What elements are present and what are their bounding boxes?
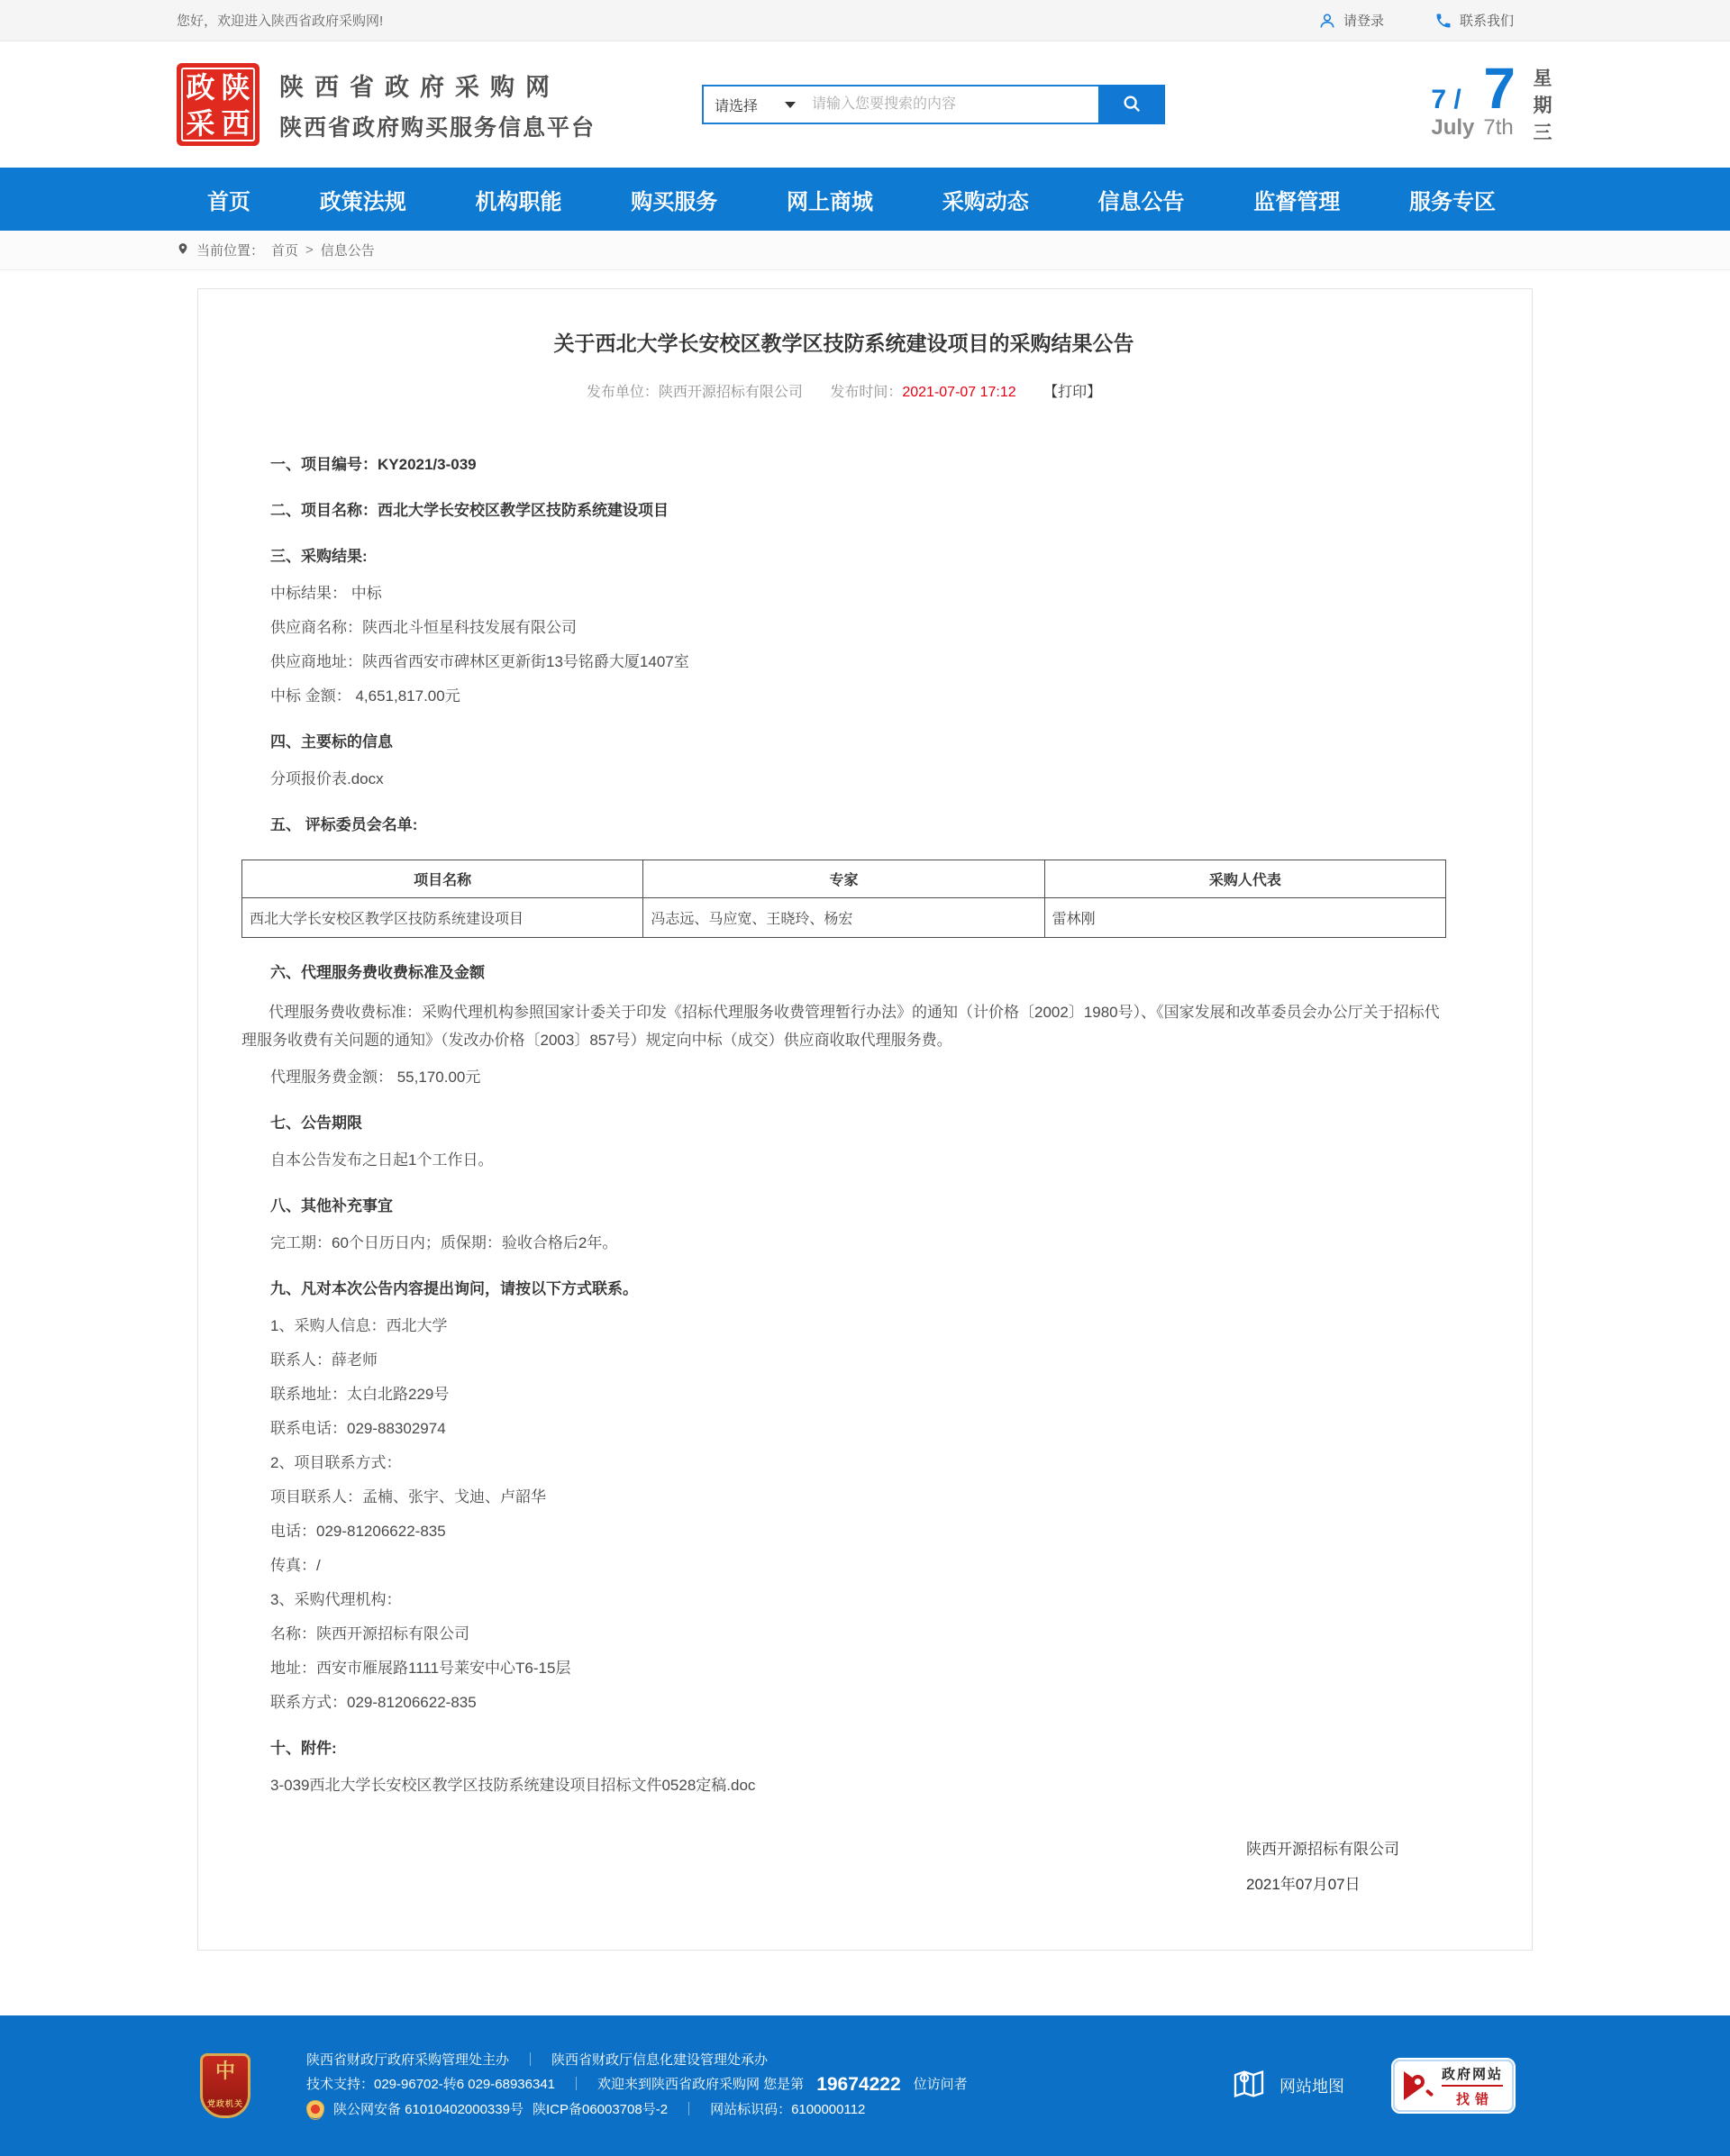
publish-time: 2021-07-07 17:12 (902, 385, 1016, 400)
attachment-link[interactable]: 3-039西北大学长安校区教学区技防系统建设项目招标文件0528定稿.doc (270, 1777, 756, 1794)
paragraph: 中标结果： 中标 (270, 585, 382, 602)
breadcrumb-label: 当前位置： (196, 243, 265, 259)
date-display (1431, 56, 1553, 147)
user-icon (1318, 12, 1336, 30)
logo-seal-icon (177, 63, 260, 146)
section-heading: 八、其他补充事宜 (270, 1197, 393, 1214)
login-label: 请登录 (1343, 14, 1384, 29)
paragraph: 联系人：薛老师 (270, 1351, 378, 1369)
nav-item-policies[interactable]: 政策法规 (319, 189, 406, 214)
section-heading: 十、附件: (270, 1740, 337, 1757)
footer-visitors-suffix: 位访问者 (913, 2077, 968, 2092)
seal-char: 政 (186, 71, 215, 104)
paragraph: 供应商名称：陕西北斗恒星科技发展有限公司 (270, 619, 577, 636)
signature-block (241, 1838, 1446, 1896)
table-header-cell: 采购人代表 (1044, 860, 1445, 898)
gov-site-error-report-badge[interactable] (1393, 2060, 1514, 2112)
contact-link[interactable] (1434, 11, 1514, 30)
search-category-select[interactable] (704, 95, 805, 115)
contact-label: 联系我们 (1459, 14, 1514, 29)
nav-item-home[interactable]: 首页 (207, 189, 250, 214)
header (0, 41, 1730, 168)
paragraph: 项目联系人：孟楠、张宇、戈迪、卢韶华 (270, 1488, 546, 1506)
topbar (0, 0, 1730, 41)
date-prefix: 7 / (1431, 85, 1461, 114)
article-body (241, 453, 1446, 1797)
section-heading: 七、公告期限 (270, 1114, 362, 1132)
paragraph: 完工期：60个日历日内；质保期：验收合格后2年。 (270, 1234, 618, 1251)
paragraph: 名称：陕西开源招标有限公司 (270, 1625, 469, 1642)
login-link[interactable] (1318, 11, 1384, 30)
footer-co-organizer: 陕西省财政厅信息化建设管理处承办 (551, 2052, 769, 2068)
article-title: 关于西北大学长安校区教学区技防系统建设项目的采购结果公告 (553, 332, 1134, 355)
nav-item-service-zone[interactable]: 服务专区 (1409, 189, 1496, 214)
table-cell: 雷林刚 (1044, 898, 1445, 938)
map-icon (1231, 2066, 1267, 2106)
chevron-down-icon (785, 102, 796, 108)
search-icon (1122, 94, 1142, 116)
paragraph: 传真：/ (270, 1557, 321, 1574)
date-day-en: 7th (1483, 115, 1514, 140)
signature-company: 陕西开源招标有限公司 (1246, 1841, 1399, 1858)
footer-tech-support: 技术支持：029-96702-转6 029-68936341 (306, 2077, 555, 2092)
table-row (242, 898, 1446, 938)
footer-welcome: 欢迎来到陕西省政府采购网 您是第 (597, 2077, 805, 2092)
search-button[interactable] (1098, 85, 1165, 124)
article-card (197, 288, 1533, 1951)
date-weekday: 星期三 (1533, 68, 1552, 143)
section-heading: 九、凡对本次公告内容提出询问，请按以下方式联系。 (270, 1280, 638, 1297)
date-day: 7 (1483, 56, 1516, 121)
main-nav (0, 168, 1730, 231)
main-content (0, 270, 1730, 2015)
table-header-cell: 项目名称 (242, 860, 643, 898)
footer-icp-record[interactable]: 陕ICP备06003708号-2 (532, 2102, 669, 2117)
table-cell: 冯志远、马应宽、王晓玲、杨宏 (643, 898, 1044, 938)
badge-line2: 找错 (1455, 2091, 1494, 2107)
search-input[interactable] (805, 86, 1098, 123)
footer-separator: ｜ (682, 2102, 697, 2117)
footer (0, 2015, 1730, 2156)
nav-item-functions[interactable]: 机构职能 (475, 189, 562, 214)
article-meta (241, 380, 1446, 401)
footer-police-record[interactable]: 陕公网安备 61010402000339号 (333, 2102, 524, 2117)
breadcrumb-separator: > (305, 242, 314, 258)
section-heading: 一、项目编号：KY2021/3-039 (270, 456, 477, 473)
paragraph: 联系方式：029-81206622-835 (270, 1694, 477, 1711)
paragraph: 联系电话：029-88302974 (270, 1420, 446, 1437)
table-header-cell: 专家 (643, 860, 1044, 898)
committee-table (241, 860, 1446, 938)
paragraph: 电话：029-81206622-835 (270, 1523, 446, 1540)
police-badge-icon (306, 2100, 324, 2120)
attachment-link[interactable]: 分项报价表.docx (270, 770, 384, 787)
location-pin-icon (177, 241, 189, 260)
welcome-text: 您好，欢迎进入陕西省政府采购网! (177, 14, 384, 29)
site-logo[interactable] (177, 63, 596, 146)
paragraph: 代理服务费收费标准：采购代理机构参照国家计委关于印发《招标代理服务收费管理暂行办法》的通知（计价格〔2002〕1980号）、《国家发展和改革委员会办公厅关于招标代理服务收费有关问题的通知》（发改办价格〔2003〕857号）规定向中标（成交）供应商收取代理服务费。 (241, 1004, 1440, 1049)
seal-char: 西 (221, 107, 250, 140)
badge-line1: 政府网站 (1442, 2064, 1503, 2087)
visitor-count: 19674222 (816, 2074, 901, 2095)
nav-item-announcements[interactable]: 信息公告 (1097, 189, 1185, 214)
footer-separator: ｜ (524, 2052, 538, 2068)
signature-date: 2021年07月07日 (1246, 1876, 1361, 1893)
paragraph: 供应商地址：陕西省西安市碑林区更新街13号铭爵大厦1407室 (270, 653, 689, 670)
search-box (702, 85, 1165, 124)
seal-char: 采 (186, 107, 215, 140)
breadcrumb (0, 231, 1730, 270)
nav-item-purchase-services[interactable]: 购买服务 (631, 189, 718, 214)
sitemap-link[interactable] (1231, 2066, 1344, 2106)
site-subtitle: 陕西省政府购买服务信息平台 (279, 114, 596, 141)
paragraph: 联系地址：太白北路229号 (270, 1386, 450, 1403)
publish-unit: 陕西开源招标有限公司 (658, 385, 803, 400)
emblem-label: 党政机关 (206, 2099, 243, 2108)
paragraph: 2、项目联系方式： (270, 1454, 402, 1471)
section-heading: 六、代理服务费收费标准及金额 (270, 964, 485, 981)
nav-item-procurement-news[interactable]: 采购动态 (942, 189, 1029, 214)
publish-unit-label: 发布单位： (586, 385, 659, 400)
paragraph: 中标 金额： 4,651,817.00元 (270, 687, 460, 705)
sitemap-label: 网站地图 (1279, 2078, 1344, 2096)
section-heading: 五、 评标委员会名单: (270, 816, 418, 833)
paragraph: 1、采购人信息：西北大学 (270, 1317, 448, 1334)
breadcrumb-current[interactable]: 信息公告 (320, 243, 375, 259)
date-month-en: July (1431, 115, 1475, 140)
publish-time-label: 发布时间： (830, 385, 903, 400)
party-government-emblem-icon: 中 党政机关 (200, 2053, 250, 2118)
nav-item-supervision[interactable]: 监督管理 (1253, 189, 1341, 214)
footer-separator: ｜ (569, 2077, 584, 2092)
section-heading: 四、主要标的信息 (270, 733, 393, 751)
breadcrumb-home[interactable]: 首页 (271, 243, 299, 259)
section-heading: 三、采购结果: (270, 548, 368, 565)
paragraph: 3、采购代理机构： (270, 1591, 402, 1608)
paragraph: 自本公告发布之日起1个工作日。 (270, 1151, 494, 1169)
footer-organizer: 陕西省财政厅政府采购管理处主办 (306, 2052, 510, 2068)
paragraph: 地址：西安市雁展路1111号莱安中心T6-15层 (270, 1660, 571, 1677)
nav-item-online-mall[interactable]: 网上商城 (787, 189, 873, 214)
error-report-icon (1404, 2070, 1434, 2102)
section-heading: 二、项目名称：西北大学长安校区教学区技防系统建设项目 (270, 502, 669, 519)
paragraph: 代理服务费金额： 55,170.00元 (270, 1069, 481, 1086)
site-title: 陕西省政府采购网 (279, 73, 560, 101)
print-button[interactable]: 【打印】 (1043, 385, 1102, 400)
table-cell: 西北大学长安校区教学区技防系统建设项目 (242, 898, 643, 938)
seal-char: 陕 (221, 71, 250, 104)
search-select-label: 请选择 (715, 98, 759, 114)
footer-site-code: 网站标识码：6100000112 (710, 2102, 866, 2117)
phone-icon (1434, 12, 1452, 30)
